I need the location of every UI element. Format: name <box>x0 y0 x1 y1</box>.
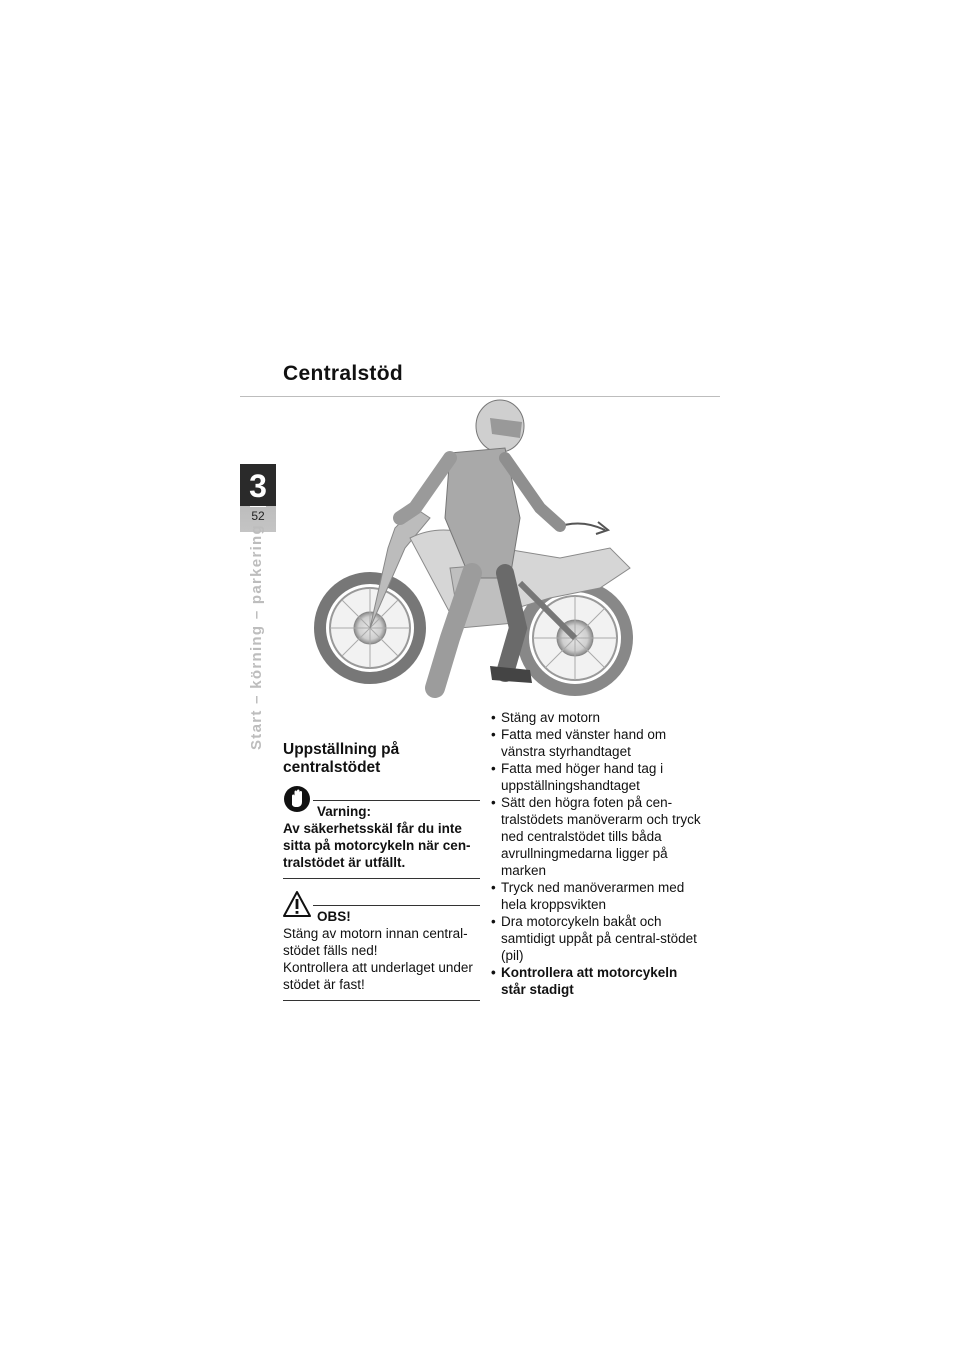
side-chapter-title: Start – körning – parkering <box>248 524 265 750</box>
hand-warning-icon <box>283 785 311 813</box>
list-item: • Fatta med höger hand tag i uppställningshandtaget <box>491 761 664 793</box>
warning-text: Av säkerhetsskäl får du inte sitta på motorcykeln när cen-tralstödet är utfällt. <box>283 821 471 870</box>
list-item: • Sätt den högra foten på cen-tralstödets manöverarm och tryck ned centralstödet tills båda avrullningmedarna ligger på marken <box>491 795 701 878</box>
obs-line-1: Stäng av motorn innan central-stödet fälls ned! <box>283 926 468 958</box>
obs-line-2: Kontrollera att underlaget under stödet är fast! <box>283 960 473 992</box>
chapter-divider <box>250 506 266 507</box>
obs-text <box>283 925 480 993</box>
warning-label: Varning: <box>317 804 372 819</box>
title-divider <box>240 396 720 397</box>
motorcycle-centerstand-illustration <box>300 398 660 698</box>
obs-box <box>283 890 480 1002</box>
obs-top-rule <box>313 905 480 906</box>
list-item: • Stäng av motorn <box>491 710 601 725</box>
obs-label: OBS! <box>317 909 351 924</box>
page-number: 52 <box>251 509 265 523</box>
page-title: Centralstöd <box>283 362 403 385</box>
procedure-steps <box>491 709 701 998</box>
warning-bottom-rule <box>283 878 480 879</box>
obs-bottom-rule <box>283 1000 480 1001</box>
list-item: • Kontrollera att motorcykeln står stadigt <box>491 965 678 997</box>
warning-box <box>283 785 480 880</box>
list-item: • Fatta med vänster hand om vänstra styrhandtaget <box>491 727 667 759</box>
exclamation-triangle-icon <box>283 890 311 918</box>
list-item: • Tryck ned manöverarmen med hela kroppsvikten <box>491 880 685 912</box>
section-heading: Uppställning på centralstödet <box>283 741 400 776</box>
warning-top-rule <box>313 800 480 801</box>
chapter-number: 3 <box>249 468 267 504</box>
list-item: • Dra motorcykeln bakåt och samtidigt uppåt på central-stödet (pil) <box>491 914 697 963</box>
